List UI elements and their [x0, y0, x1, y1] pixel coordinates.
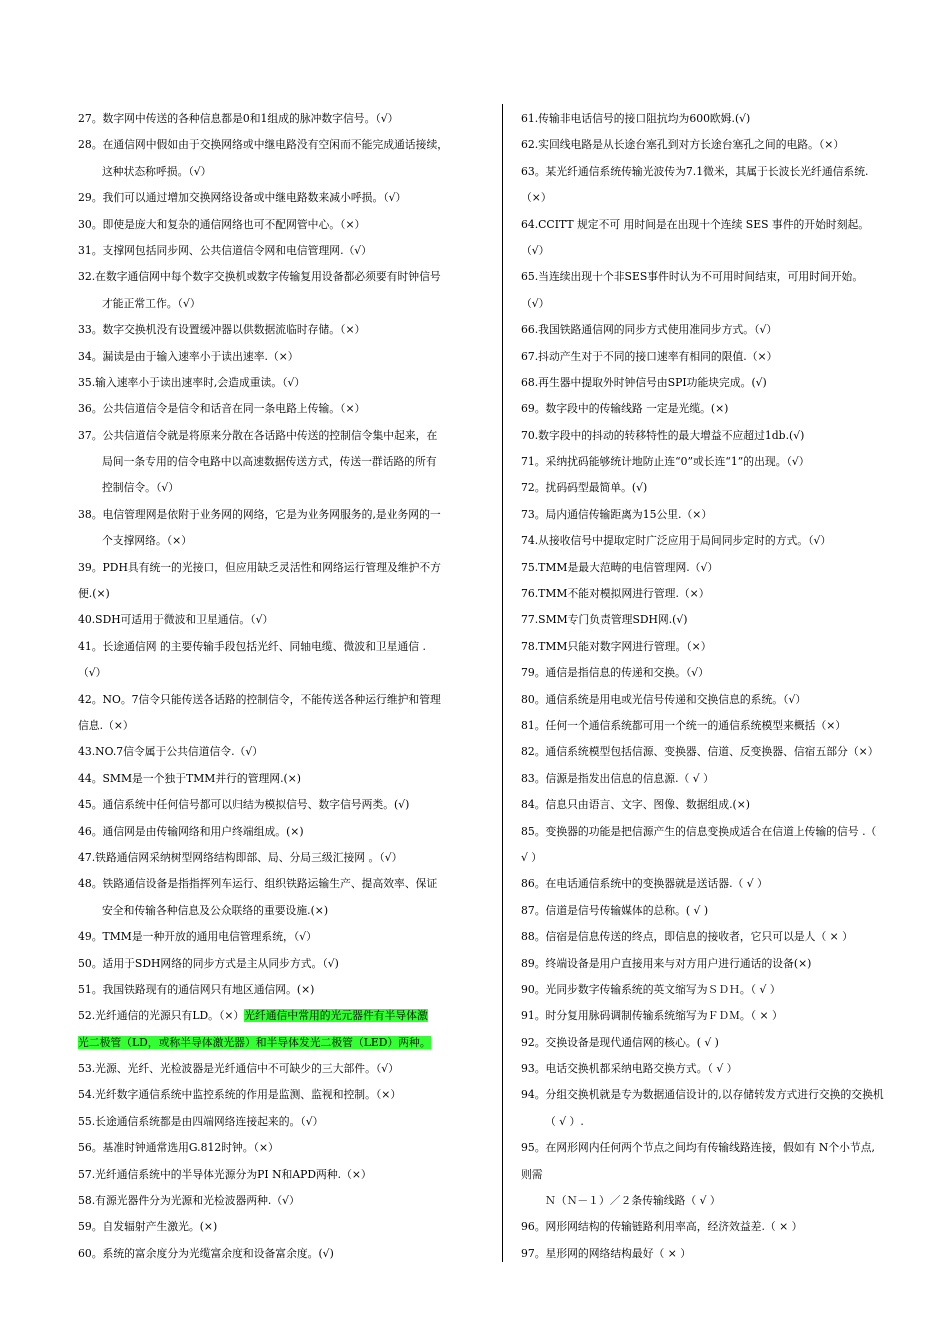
text-line — [78, 1162, 488, 1188]
text-line — [78, 977, 488, 1003]
text-line — [521, 898, 923, 924]
text-line — [521, 1030, 923, 1056]
line-text: 局间一条专用的信令电路中以高速数据传送方式，传送一群话路的所有 — [102, 455, 437, 469]
line-text: 76.TMM不能对模拟网进行管理.（×） — [521, 587, 710, 601]
text-line — [78, 819, 488, 845]
text-line — [78, 581, 488, 607]
line-text: 28。在通信网中假如由于交换网络或中继电路没有空闲而不能完成通话接续， — [78, 138, 449, 152]
line-text: 67.抖动产生对于不同的接口速率有相同的限值.（×） — [521, 349, 778, 363]
text-line — [521, 845, 923, 871]
text-line — [521, 396, 923, 422]
line-text: 47.铁路通信网采纳树型网络结构即部、局、分局三级汇接网 。（√） — [78, 850, 403, 864]
line-text: 88。信宿是信息传送的终点，即信息的接收者，它只可以是人（ × ） — [521, 930, 853, 944]
column-divider — [502, 104, 503, 1262]
text-line — [521, 106, 923, 132]
text-line — [521, 581, 923, 607]
text-line — [78, 951, 488, 977]
left-column — [78, 106, 488, 1267]
text-line — [521, 238, 923, 264]
text-line — [78, 317, 488, 343]
right-column — [521, 106, 923, 1267]
text-line — [521, 713, 923, 739]
text-line — [78, 792, 488, 818]
line-text: 68.再生器中提取外时钟信号由SPI功能块完成。(√) — [521, 375, 767, 389]
line-text: 54.光纤数字通信系统中监控系统的作用是监测、监视和控制。（×） — [78, 1088, 402, 1102]
text-line — [78, 528, 488, 554]
line-text: 73。局内通信传输距离为15公里.（×） — [521, 507, 713, 521]
line-text: 37。公共信道信令就是将原来分散在各话路中传送的控制信令集中起来，在 — [78, 428, 438, 442]
text-line — [521, 977, 923, 1003]
line-text: 72。扰码码型最简单。(√) — [521, 481, 648, 495]
line-text: 控制信令。（√） — [102, 481, 180, 495]
text-line — [78, 370, 488, 396]
text-line — [521, 528, 923, 554]
text-line — [521, 1214, 923, 1240]
line-text: （ √ ）. — [545, 1114, 584, 1128]
line-text: 45。通信系统中任何信号都可以归结为模拟信号、数字信号两类。(√) — [78, 798, 410, 812]
text-line — [78, 423, 488, 449]
line-text: 30。即使是庞大和复杂的通信网络也可不配网管中心。（×） — [78, 217, 366, 231]
line-text: 52.光纤通信的光源只有LD。（×） — [78, 1009, 245, 1023]
line-text: 这种状态称呼损。（√） — [102, 164, 212, 178]
line-text: 77.SMM专门负责管理SDH网.(√) — [521, 613, 688, 627]
text-line — [78, 291, 488, 317]
text-line — [521, 951, 923, 977]
line-text: 55.长途通信系统都是由四端网络连接起来的。（√） — [78, 1114, 324, 1128]
text-line — [78, 634, 488, 660]
line-text: 60。系统的富余度分为光缆富余度和设备富余度。(√) — [78, 1246, 334, 1260]
text-line — [521, 1241, 923, 1267]
line-text: 92。交换设备是现代通信网的核心。( √ ) — [521, 1035, 719, 1049]
line-text: 39。PDH具有统一的光接口，但应用缺乏灵活性和网络运行管理及维护不方 — [78, 560, 441, 574]
highlighted-text: 光二极管（LD，或称半导体激光器）和半导体发光二极管（LED）两种。 — [78, 1035, 431, 1049]
line-text: 56。基准时钟通常选用G.812时钟。（×） — [78, 1141, 279, 1155]
text-line — [78, 845, 488, 871]
line-text: 44。SMM是一个独于TMM并行的管理网.(×) — [78, 771, 302, 785]
line-text: 97。星形网的网络结构最好（ × ） — [521, 1246, 692, 1260]
line-text: 83。信源是指发出信息的信息源.（ √ ） — [521, 771, 714, 785]
highlighted-text: 光纤通信中常用的光元器件有半导体激 — [244, 1009, 428, 1023]
line-text: 才能正常工作。（√） — [102, 296, 201, 310]
line-text: 32.在数字通信网中每个数字交换机或数字传输复用设备都必须要有时钟信号 — [78, 270, 441, 284]
text-line — [521, 1135, 923, 1161]
line-text: 62.实回线电路是从长途台塞孔到对方长途台塞孔之间的电路。（×） — [521, 138, 845, 152]
line-text: 38。电信管理网是依附于业务网的网络，它是为业务网服务的,是业务网的一 — [78, 507, 441, 521]
text-line — [521, 159, 923, 185]
line-text: 33。数字交换机没有设置缓冲器以供数据流临时存储。（×） — [78, 323, 366, 337]
line-text: 则需 — [521, 1167, 543, 1181]
text-line — [521, 1003, 923, 1029]
text-line — [78, 766, 488, 792]
line-text: 71。采纳扰码能够统计地防止连“0”或长连“1”的出现。（√） — [521, 455, 810, 469]
line-text: 96。网形网结构的传输链路利用率高，经济效益差.（ × ） — [521, 1220, 803, 1234]
text-line — [521, 607, 923, 633]
line-text: 59。自发辐射产生激光。(×) — [78, 1220, 218, 1234]
line-text: 43.NO.7信令属于公共信道信令.（√） — [78, 745, 264, 759]
line-text: 90。光同步数字传输系统的英文缩写为ＳＤＨ。（ √ ） — [521, 982, 781, 996]
text-line — [521, 739, 923, 765]
text-line — [521, 264, 923, 290]
line-text: 58.有源光器件分为光源和光检波器两种.（√） — [78, 1194, 300, 1208]
text-line — [78, 739, 488, 765]
line-text: √ ） — [521, 850, 543, 864]
text-line — [78, 1056, 488, 1082]
line-text: 79。通信是指信息的传递和交换。（√） — [521, 666, 709, 680]
text-line — [521, 634, 923, 660]
line-text: 70.数字段中的抖动的转移特性的最大增益不应超过1db.(√) — [521, 428, 805, 442]
line-text: 63。某光纤通信系统传输光波传为7.1微米，其属于长波长光纤通信系统. — [521, 164, 869, 178]
line-text: 41。长途通信网 的主要传输手段包括光纤、同轴电缆、微波和卫星通信 . — [78, 639, 426, 653]
text-line — [521, 687, 923, 713]
line-text: 61.传输非电话信号的接口阻抗均为600欧姆.(√) — [521, 112, 751, 125]
text-line — [521, 1056, 923, 1082]
line-text: 35.输入速率小于读出速率时,会造成重读。（√） — [78, 375, 306, 389]
text-line — [78, 924, 488, 950]
text-line — [521, 317, 923, 343]
text-line — [78, 1241, 488, 1267]
line-text: 80。通信系统是用电或光信号传递和交换信息的系统。（√） — [521, 692, 807, 706]
text-line — [521, 766, 923, 792]
text-line — [521, 792, 923, 818]
text-line — [78, 687, 488, 713]
line-text: 82。通信系统模型包括信源、变换器、信道、反变换器、信宿五部分（×） — [521, 745, 879, 759]
text-line — [78, 1214, 488, 1240]
text-line — [521, 212, 923, 238]
text-line — [78, 1135, 488, 1161]
text-line — [78, 238, 488, 264]
text-line — [521, 871, 923, 897]
text-line — [78, 212, 488, 238]
text-line — [78, 449, 488, 475]
line-text: 42。NO。7信令只能传送各话路的控制信令，不能传送各种运行维护和管理 — [78, 692, 441, 706]
line-text: （√） — [78, 666, 107, 680]
line-text: 53.光源、光纤、光检波器是光纤通信中不可缺少的三大部件。（√） — [78, 1062, 399, 1076]
text-line — [521, 449, 923, 475]
line-text: Ｎ（Ｎ－１）／２条传输线路（ √ ） — [545, 1194, 721, 1208]
line-text: 50。适用于SDH网络的同步方式是主从同步方式。（√) — [78, 956, 339, 970]
text-line — [78, 396, 488, 422]
line-text: 78.TMM只能对数字网进行管理。（×） — [521, 639, 712, 653]
text-line — [521, 1188, 923, 1214]
line-text: 75.TMM是最大范畴的电信管理网.（√） — [521, 560, 719, 574]
line-text: 46。通信网是由传输网络和用户终端组成。(×) — [78, 824, 304, 838]
text-line — [78, 1003, 488, 1029]
line-text: 36。公共信道信令是信令和话音在同一条电路上传输。（×） — [78, 402, 366, 416]
line-text: 64.CCITT 规定不可 用时间是在出现十个连续 SES 事件的开始时刻起。 — [521, 217, 870, 231]
line-text: 27。数字网中传送的各种信息都是0和1组成的脉冲数字信号。（√） — [78, 112, 399, 125]
text-line — [521, 370, 923, 396]
text-line — [78, 898, 488, 924]
line-text: 66.我国铁路通信网的同步方式使用准同步方式。（√） — [521, 323, 778, 337]
text-line — [78, 660, 488, 686]
text-line — [521, 185, 923, 211]
text-line — [78, 713, 488, 739]
text-line — [78, 106, 488, 132]
text-line — [78, 344, 488, 370]
text-line — [78, 1188, 488, 1214]
line-text: 69。数字段中的传输线路 一定是光缆。(×) — [521, 402, 729, 416]
line-text: 安全和传输各种信息及公众联络的重要设施.(×) — [102, 903, 329, 917]
text-line — [78, 1030, 488, 1056]
text-line — [521, 423, 923, 449]
text-line — [78, 607, 488, 633]
line-text: 91。时分复用脉码调制传输系统缩写为ＦＤＭ。（ × ） — [521, 1009, 783, 1023]
text-line — [78, 871, 488, 897]
text-line — [521, 924, 923, 950]
text-line — [521, 475, 923, 501]
line-text: 40.SDH可适用于微波和卫星通信。（√） — [78, 613, 274, 627]
text-line — [521, 344, 923, 370]
line-text: 57.光纤通信系统中的半导体光源分为PI N和APD两种.（×） — [78, 1167, 372, 1181]
text-line — [78, 475, 488, 501]
line-text: 29。我们可以通过增加交换网络设备或中继电路数来减小呼损。（√） — [78, 191, 407, 205]
text-line — [521, 660, 923, 686]
line-text: 74.从接收信号中提取定时广泛应用于局间同步定时的方式。（√） — [521, 534, 832, 548]
line-text: （√） — [521, 243, 550, 257]
line-text: 94。分组交换机就是专为数据通信设计的,以存储转发方式进行交换的交换机 — [521, 1088, 884, 1102]
line-text: 51。我国铁路现有的通信网只有地区通信网。(×) — [78, 982, 315, 996]
line-text: 84。信息只由语言、文字、图像、数据组成.(×) — [521, 798, 750, 812]
text-line — [521, 1162, 923, 1188]
text-line — [78, 264, 488, 290]
text-line — [521, 819, 923, 845]
line-text: 31。支撑网包括同步网、公共信道信令网和电信管理网.（√） — [78, 243, 372, 257]
text-line — [78, 185, 488, 211]
text-line — [521, 1109, 923, 1135]
line-text: 95。在网形网内任何两个节点之间均有传输线路连接，假如有 N个小节点, — [521, 1141, 875, 1155]
text-line — [78, 1109, 488, 1135]
text-line — [78, 1082, 488, 1108]
text-line — [78, 555, 488, 581]
text-line — [521, 1082, 923, 1108]
text-line — [78, 132, 488, 158]
line-text: 93。电话交换机都采纳电路交换方式。（ √ ） — [521, 1062, 738, 1076]
line-text: 89。终端设备是用户直接用来与对方用户进行通话的设备(×) — [521, 956, 812, 970]
line-text: 便.(×) — [78, 587, 110, 601]
line-text: 48。铁路通信设备是指指挥列车运行、组织铁路运输生产、提高效率、保证 — [78, 877, 438, 891]
line-text: 81。任何一个通信系统都可用一个统一的通信系统模型来概括（×） — [521, 718, 847, 732]
line-text: 85。变换器的功能是把信源产生的信息变换成适合在信道上传输的信号 .（ — [521, 824, 877, 838]
line-text: （×） — [521, 191, 552, 205]
line-text: 49。TMM是一种开放的通用电信管理系统，（√） — [78, 930, 317, 944]
line-text: 信息.（×） — [78, 718, 134, 732]
line-text: 个支撑网络。（×） — [102, 534, 193, 548]
text-line — [521, 502, 923, 528]
text-line — [78, 502, 488, 528]
text-line — [521, 555, 923, 581]
line-text: 65.当连续出现十个非SES事件时认为不可用时间结束，可用时间开始。 — [521, 270, 864, 284]
line-text: 34。漏读是由于输入速率小于读出速率.（×） — [78, 349, 299, 363]
line-text: （√） — [521, 296, 550, 310]
text-line — [521, 291, 923, 317]
text-line — [521, 132, 923, 158]
text-line — [78, 159, 488, 185]
line-text: 87。信道是信号传输媒体的总称。( √ ) — [521, 903, 709, 917]
line-text: 86。在电话通信系统中的变换器就是送话器.（ √ ） — [521, 877, 768, 891]
